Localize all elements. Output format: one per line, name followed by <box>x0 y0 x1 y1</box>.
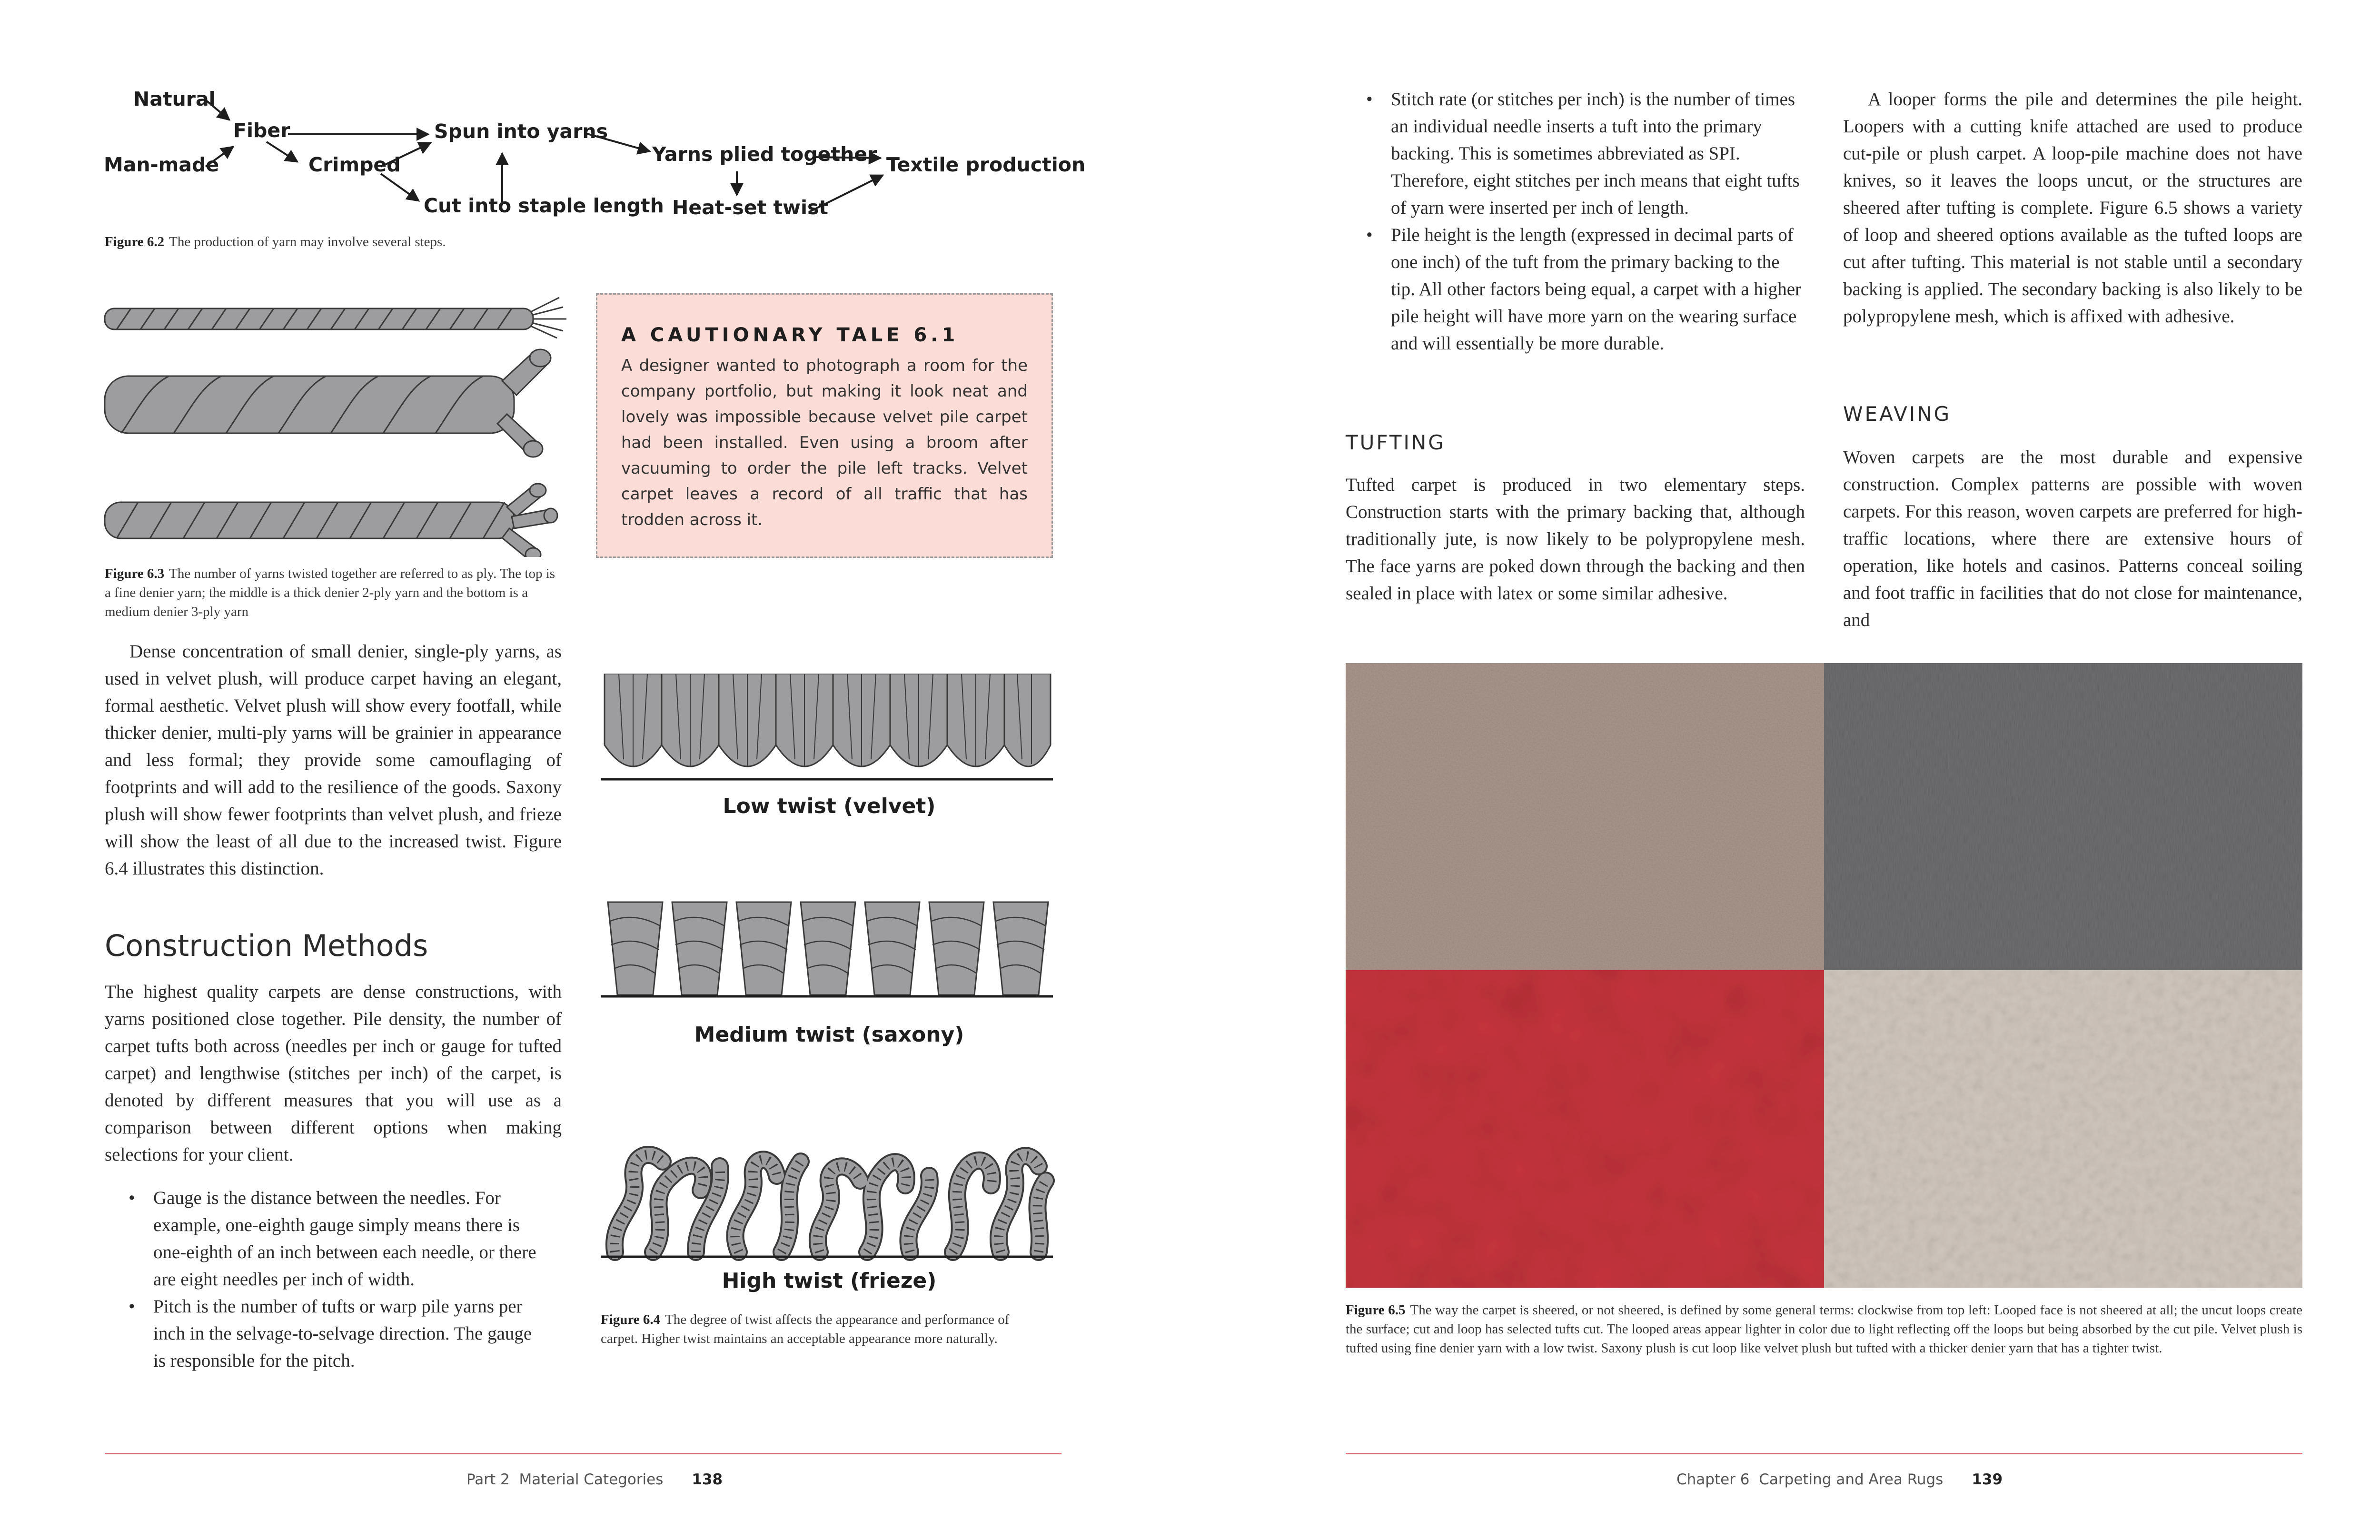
low-twist-illustration <box>601 674 1053 779</box>
page-number: 139 <box>1972 1471 2003 1488</box>
footer-rule <box>1346 1453 2302 1454</box>
flow-manmade: Man-made <box>104 153 219 176</box>
flow-plied: Yarns plied together <box>652 143 877 166</box>
caption-text: The number of yarns twisted together are referred to as ply. The top is a fine denier yarn; the middle is a thick denier 2-ply yarn and the bottom is a medium denier 3-ply yarn <box>105 566 555 619</box>
paragraph-text: A looper forms the pile and determines the pile height. Loopers with a cutting knife attached are used to produce cut-pile or plush carpet. A loop-pile machine does not have knives, so it leaves the loops uncut, or the structures are sheered after tufting is complete. Figure 6.5 shows a variety of loop and sheered options available as the tufted loops are cut after tufting. This material is not stable until a secondary backing is applied. The secondary backing is also likely to be polypropylene mesh, which is affixed with adhesive. <box>1843 89 2302 327</box>
figure-6-5-photos <box>1346 663 2302 1288</box>
paragraph-construction <box>105 978 562 1168</box>
medium-yarn <box>105 484 557 557</box>
section-heading: Construction Methods <box>105 928 428 963</box>
flow-crimped: Crimped <box>308 153 401 176</box>
page-number: 138 <box>692 1471 723 1488</box>
flow-fiber: Fiber <box>233 119 290 142</box>
caption-text: The way the carpet is sheered, or not sheered, is defined by some general terms: clockwise from top left: Looped face is not sheered at all; the uncut loops create the surface; cut and loop has selected tufts cut. The looped areas appear lighter in color due to light reflecting off the loops but being absorbed by the cut pile. Velvet plush is tufted using fine denier yarn with a low twist. Saxony plush is cut loop like velvet plush but tufted with a thicker denier yarn that has a tighter twist. <box>1346 1302 2303 1356</box>
footer-rule <box>105 1453 1061 1454</box>
list-item: • Pile height is the length (expressed in decimal parts of one inch) of the tuft from the primary backing to the tip. All other factors being equal, a carpet with a higher pile height will have more yarn on the wearing surface and will essentially be more durable. <box>1366 221 1804 357</box>
figure-6-2-caption <box>105 232 1009 251</box>
footer-left <box>466 1471 723 1488</box>
low-twist-label: Low twist (velvet) <box>723 794 936 818</box>
footer-section: Material Categories <box>519 1471 664 1488</box>
fine-yarn <box>105 298 566 338</box>
flow-textile: Textile production <box>886 153 1086 176</box>
list-item: • Pitch is the number of tufts or warp pile yarns per inch in the selvage-to-selvage direction. The gauge is responsible for the pitch. <box>129 1293 547 1374</box>
saxony-plush-photo <box>1824 970 2302 1288</box>
figure-6-5-caption <box>1346 1301 2302 1358</box>
stitch-pile-list <box>1366 86 1804 357</box>
caption-text: The production of yarn may involve several steps. <box>169 234 446 249</box>
footer-right <box>1676 1471 2003 1488</box>
flow-spun: Spun into yarns <box>434 120 608 143</box>
looper-paragraph <box>1843 86 2302 330</box>
cut-and-loop-photo <box>1824 663 2302 970</box>
footer-part: Part 2 <box>466 1471 510 1488</box>
medium-twist-label: Medium twist (saxony) <box>694 1023 964 1047</box>
paragraph-text: Woven carpets are the most durable and expensive construction. Complex patterns are possible with woven carpets. For this reason, woven carpets are preferred for high-traffic locations, where there are extensive hours of operation, like hotels and casinos. Patterns conceal soiling and foot traffic in facilities that do not close for maintenance, and <box>1843 447 2302 630</box>
high-twist-label: High twist (frieze) <box>722 1269 937 1293</box>
caption-text: The degree of twist affects the appearance and performance of carpet. Higher twist maintains an acceptable appearance more naturally. <box>601 1312 1010 1346</box>
weaving-paragraph <box>1843 444 2302 634</box>
thick-yarn <box>105 349 551 457</box>
figure-label: Figure 6.5 <box>1346 1302 1406 1318</box>
footer-section: Carpeting and Area Rugs <box>1759 1471 1944 1488</box>
figure-label: Figure 6.3 <box>105 566 165 581</box>
flow-staple: Cut into staple length <box>424 194 664 217</box>
flow-natural: Natural <box>133 88 216 110</box>
figure-label: Figure 6.4 <box>601 1312 661 1327</box>
tufting-paragraph <box>1346 471 1805 607</box>
figure-6-3-caption <box>105 564 562 621</box>
velvet-plush-photo <box>1346 970 1824 1288</box>
paragraph-text: Tufted carpet is produced in two elementary steps. Construction starts with the primary backing that, although traditionally jute, is now likely to be polypropylene mesh. The face yarns are poked down through the backing and then sealed in place with latex or some similar adhesive. <box>1346 475 1805 604</box>
paragraph-text: The highest quality carpets are dense constructions, with yarns positioned close together. Pile density, the number of carpet tufts both across (needles per inch or gauge for tufted carpet) and lengthwise (stitches per inch) of the carpet, is denoted by different measures that you will use as a comparison between different options when making selections for your client. <box>105 982 562 1165</box>
tale-body: A designer wanted to photograph a room for the company portfolio, but making it look neat and lovely was impossible because velvet pile carpet had been installed. Even using a broom after vacuuming to order the pile left tracks. Velvet carpet leaves a record of all traffic that has trodden across it. <box>621 356 1028 529</box>
list-item: • Stitch rate (or stitches per inch) is the number of times an individual needle inserts a tuft into the primary backing. This is sometimes abbreviated as SPI. Therefore, eight stitches per inch means that eight tufts of yarn were inserted per inch of length. <box>1366 86 1804 221</box>
tufting-heading: TUFTING <box>1346 431 1446 454</box>
list-item: • Gauge is the distance between the needles. For example, one-eighth gauge simply means there is one-eighth of an inch between each needle, or there are eight needles per inch of width. <box>129 1184 547 1293</box>
figure-6-4-twist <box>601 674 1058 1283</box>
medium-twist-illustration <box>601 902 1053 996</box>
paragraph-text: Dense concentration of small denier, single-ply yarns, as used in velvet plush, will produce carpet having an elegant, formal aesthetic. Velvet plush will show every footfall, while thicker denier, multi-ply yarns will be grainier in appearance and less formal; they provide some camouflaging of footprints and will add to the resilience of the goods. Saxony plush will show fewer footprints than velvet plush, and frieze will show the least of all due to the increased twist. Figure 6.4 illustrates this distinction. <box>105 641 562 879</box>
cautionary-tale-box <box>596 293 1053 558</box>
figure-6-4-caption <box>601 1310 1029 1348</box>
gauge-pitch-list <box>129 1184 547 1374</box>
figure-6-3-yarns <box>102 286 574 557</box>
high-twist-illustration <box>601 1155 1053 1257</box>
flow-heatset: Heat-set twist <box>672 196 829 219</box>
figure-6-2 <box>95 81 1086 233</box>
weaving-heading: WEAVING <box>1843 402 1952 426</box>
figure-label: Figure 6.2 <box>105 234 165 249</box>
looped-face-photo <box>1346 663 1824 970</box>
paragraph-denier <box>105 638 562 882</box>
tale-title: A CAUTIONARY TALE 6.1 <box>621 324 959 346</box>
footer-part: Chapter 6 <box>1676 1471 1750 1488</box>
